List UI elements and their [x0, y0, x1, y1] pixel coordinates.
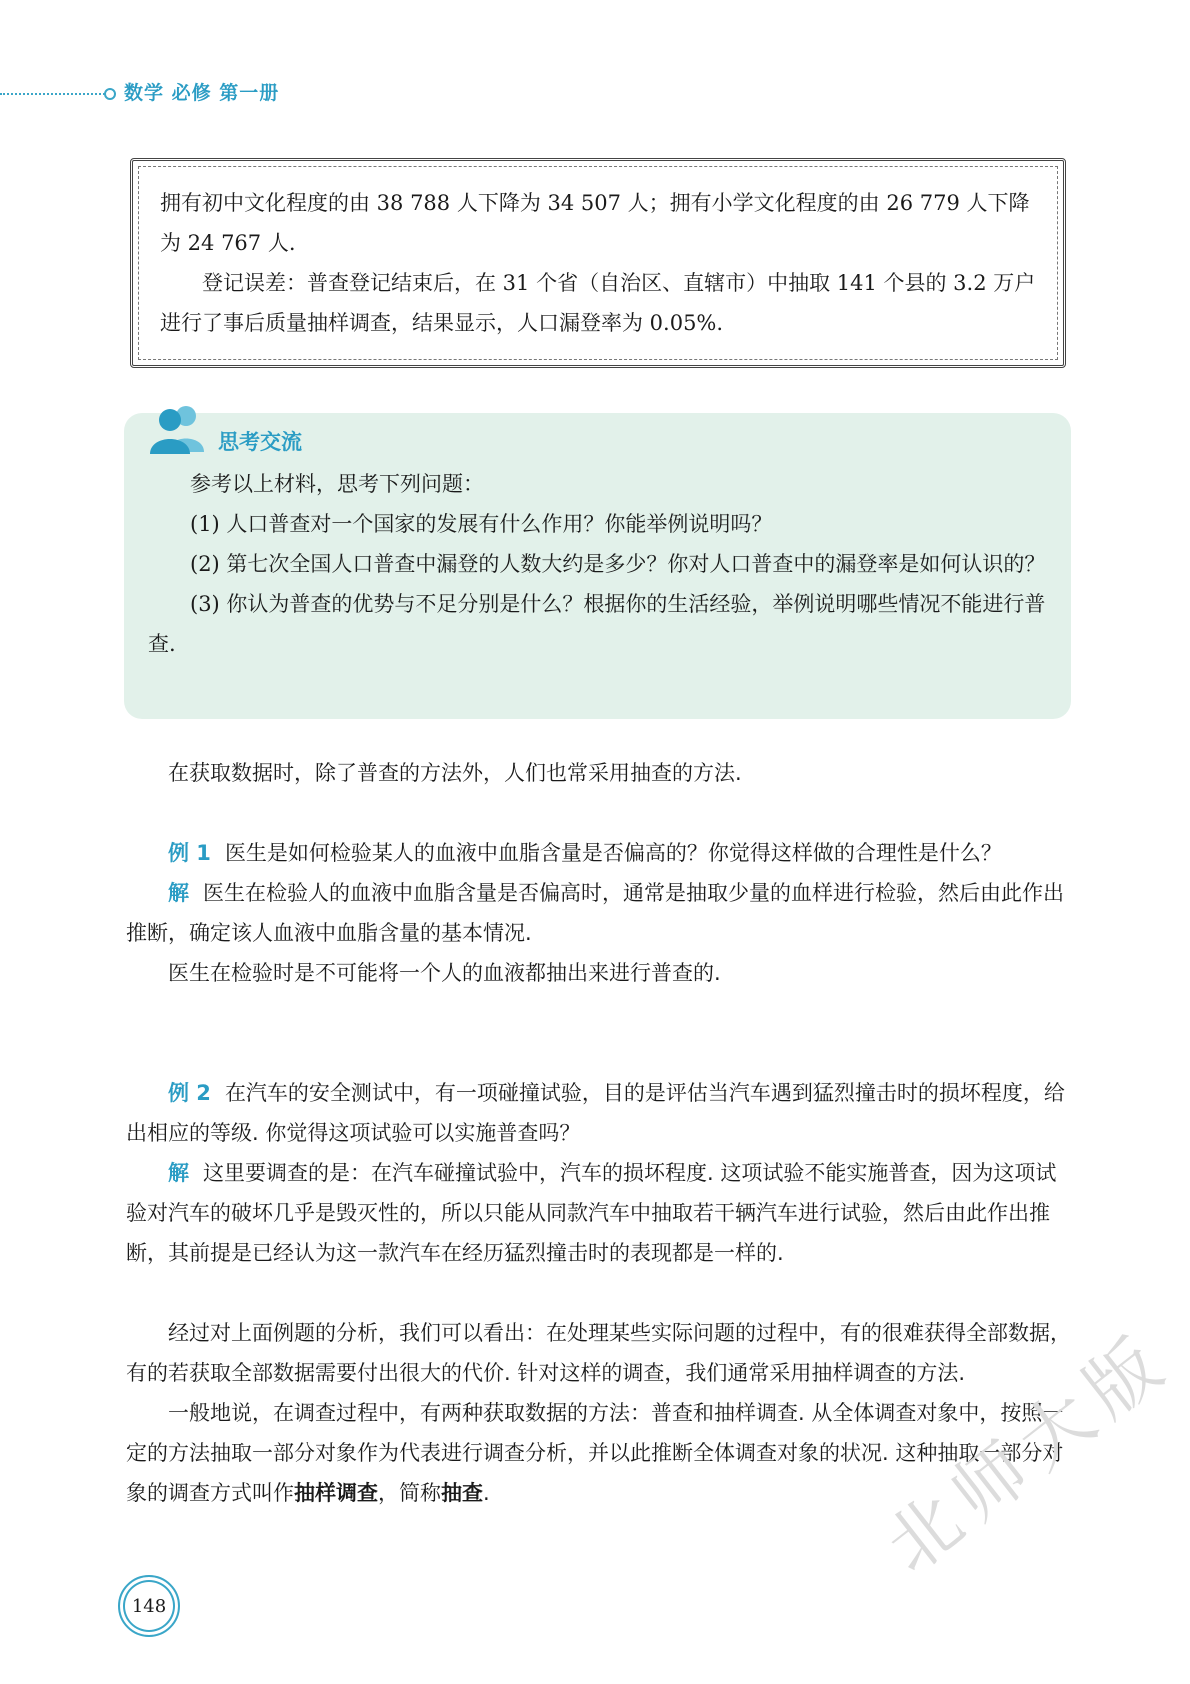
page-number: 148: [118, 1575, 180, 1637]
example-1: [126, 833, 1072, 993]
example-1-solution-label: 解: [168, 881, 189, 905]
term-sampling-survey: 抽样调查: [294, 1481, 378, 1505]
example-1-question: 医生是如何检验某人的血液中血脂含量是否偏高的？你觉得这样做的合理性是什么？: [224, 841, 1002, 865]
example-2-solution-label: 解: [168, 1161, 189, 1185]
intro-paragraph-block: [126, 753, 1072, 793]
publisher-watermark: 北师大版: [869, 1315, 1187, 1589]
example-1-question-para: [126, 833, 1072, 873]
think-exchange-title: 思考交流: [218, 430, 302, 454]
example-1-note: 医生在检验时是不可能将一个人的血液都抽出来进行普查的.: [168, 961, 721, 985]
header-circle-icon: [104, 88, 116, 100]
example-1-solution-para: [126, 873, 1072, 953]
term-spot-check: 抽查: [441, 1481, 483, 1505]
example-2-label: 例 2: [168, 1081, 211, 1105]
think-intro: 参考以上材料，思考下列问题：: [190, 472, 484, 496]
think-question-2: (2) 第七次全国人口普查中漏登的人数大约是多少？你对人口普查中的漏登率是如何认识的？: [190, 552, 1046, 576]
conclusion-p2-start: 一般地说，在调查过程中，有两种获取数据的方法：普查和抽样调查. 从全体调查对象中，按照一定的方法抽取一部分对象作为代表进行调查分析，并以此推断全体调查对象的状况. 这种抽取一部分对象的调查方式叫作: [126, 1401, 1064, 1505]
example-1-label: 例 1: [168, 841, 211, 865]
think-question-1: (1) 人口普查对一个国家的发展有什么作用？你能举例说明吗？: [190, 512, 773, 536]
conclusion-p2-end: .: [483, 1481, 490, 1505]
intro-paragraph: 在获取数据时，除了普查的方法外，人们也常采用抽查的方法.: [168, 761, 742, 785]
example-2-question-para: [126, 1073, 1072, 1153]
conclusion-paragraph-1: 经过对上面例题的分析，我们可以看出：在处理某些实际问题的过程中，有的很难获得全部数据，有的若获取全部数据需要付出很大的代价. 针对这样的调查，我们通常采用抽样调查的方法.: [126, 1321, 1071, 1385]
example-2: [126, 1073, 1072, 1273]
example-2-question: 在汽车的安全测试中，有一项碰撞试验，目的是评估当汽车遇到猛烈撞击时的损坏程度，给出相应的等级. 你觉得这项试验可以实施普查吗？: [126, 1081, 1065, 1145]
running-header: 数学 必修 第一册: [124, 82, 280, 104]
think-exchange-text: [148, 464, 1060, 664]
think-question-3: (3) 你认为普查的优势与不足分别是什么？根据你的生活经验，举例说明哪些情况不能进行普查.: [148, 592, 1046, 656]
material-line-2: 登记误差：普查登记结束后，在 31 个省（自治区、直辖市）中抽取 141 个县的 3.2 万户进行了事后质量抽样调查，结果显示，人口漏登率为 0.05%.: [160, 271, 1036, 335]
people-icon: [146, 402, 212, 454]
example-1-solution: 医生在检验人的血液中血脂含量是否偏高时，通常是抽取少量的血样进行检验，然后由此作出推断，确定该人血液中血脂含量的基本情况.: [126, 881, 1064, 945]
example-2-solution-para: [126, 1153, 1072, 1273]
header-dotted-line: [0, 93, 105, 95]
material-line-1: 拥有初中文化程度的由 38 788 人下降为 34 507 人；拥有小学文化程度的由 26 779 人下降为 24 767 人.: [160, 191, 1030, 255]
example-2-solution: 这里要调查的是：在汽车碰撞试验中，汽车的损坏程度. 这项试验不能实施普查，因为这项试验对汽车的破坏几乎是毁灭性的，所以只能从同款汽车中抽取若干辆汽车进行试验，然后由此作出推断，其前提是已经认为这一款汽车在经历猛烈撞击时的表现都是一样的.: [126, 1161, 1057, 1265]
conclusion-p2-mid: ，简称: [378, 1481, 441, 1505]
material-text: [160, 183, 1040, 343]
